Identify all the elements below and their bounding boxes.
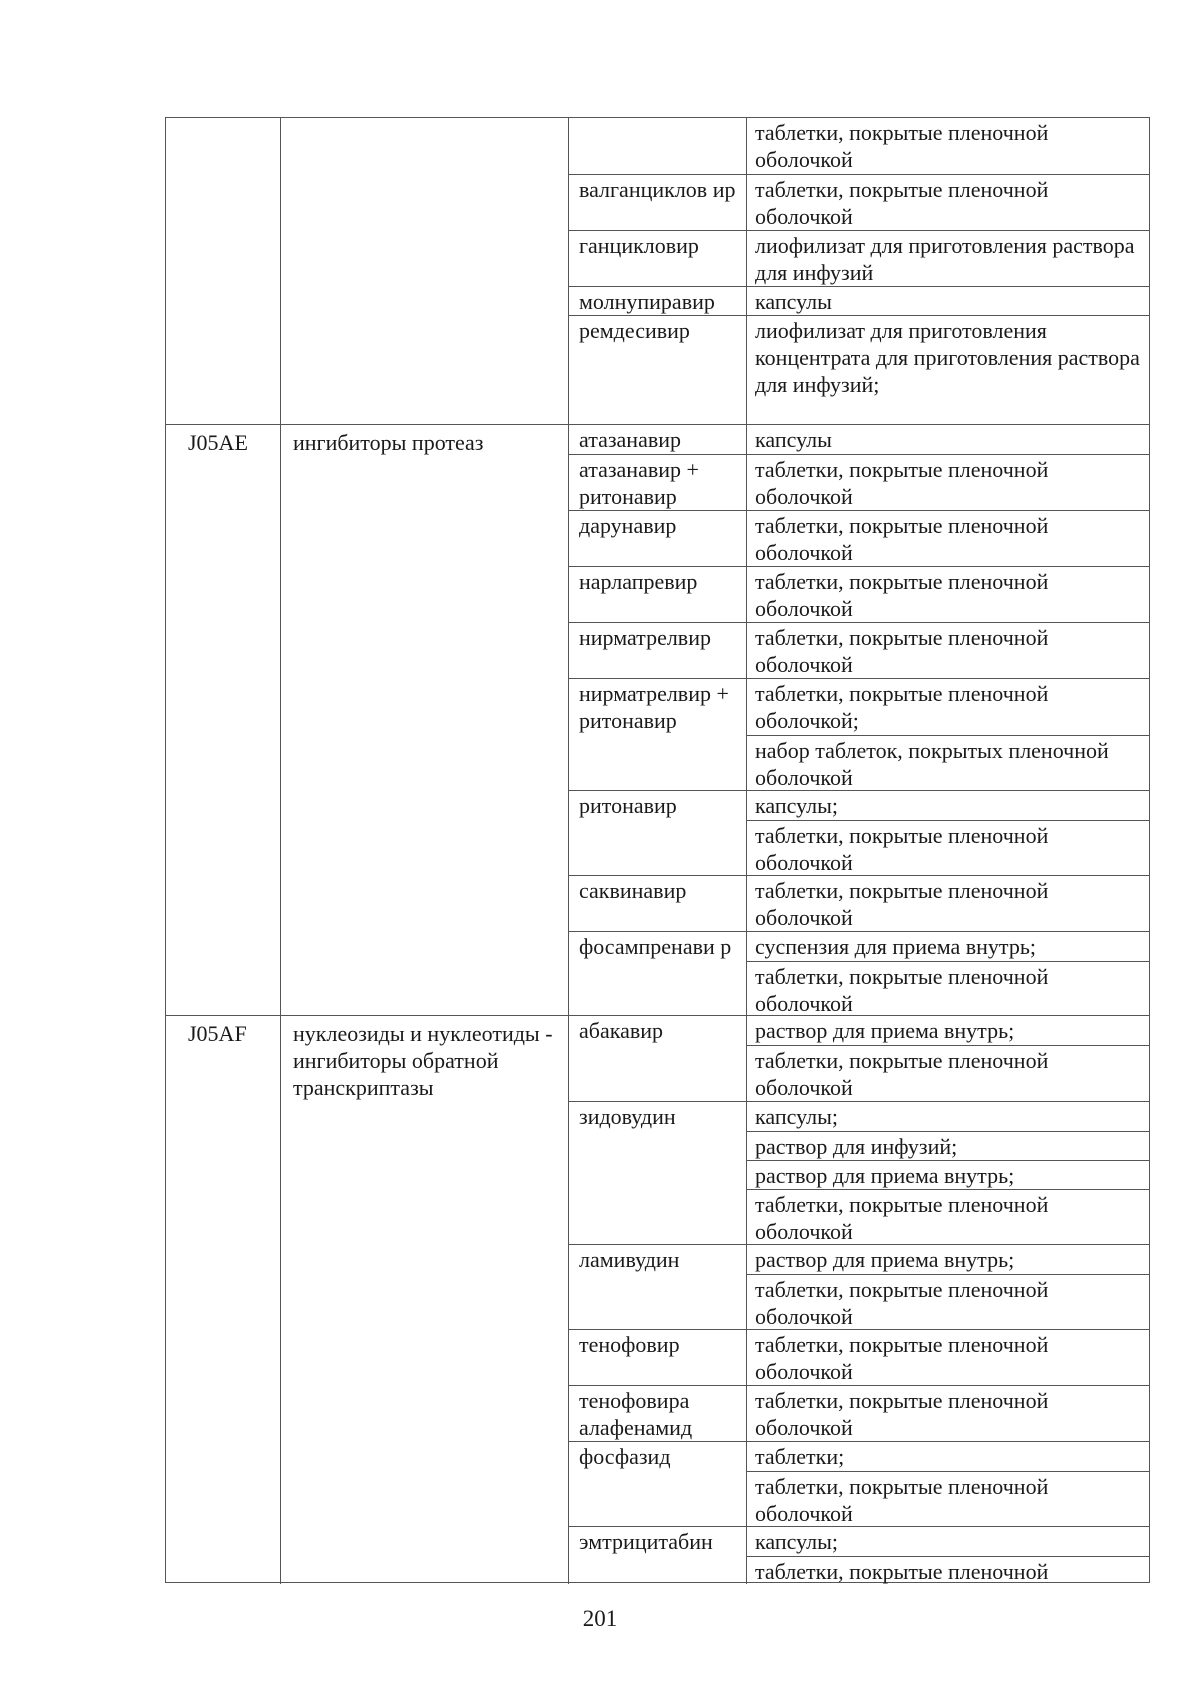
drug-row [568, 230, 1149, 286]
atc-group-name [280, 118, 568, 425]
atc-group-name: нуклеозиды и нуклеотиды - ингибиторы обратной транскриптазы [280, 1016, 568, 1584]
atc-code: J05AE [188, 430, 248, 455]
dosage-form: таблетки, покрытые пленочной оболочкой [747, 961, 1149, 1017]
drug-name: нирматрелвир + ритонавир [569, 679, 747, 790]
drug-name: ламивудин [569, 1245, 747, 1329]
drug-name: фосампренави р [569, 932, 747, 1016]
drug-name: эмтрицитабин [569, 1527, 747, 1584]
dosage-form: таблетки, покрытые пленочной оболочкой [747, 820, 1149, 876]
drug-row [568, 286, 1149, 315]
drug-name: ганцикловир [569, 231, 747, 286]
dosage-form: таблетки, покрытые пленочной оболочкой [755, 878, 1049, 930]
dosage-form: таблетки, покрытые пленочной оболочкой [755, 513, 1049, 565]
drug-name: молнупиравир [569, 287, 747, 315]
drug-name: тенофовира алафенамид [569, 1386, 747, 1441]
drug-name: ремдесивир [569, 316, 747, 425]
drug-row [568, 425, 1149, 454]
dosage-form: таблетки, покрытые пленочной [747, 1556, 1149, 1585]
dosage-form: раствор для приема внутрь; [755, 1018, 1015, 1043]
drug-name: валганциклов ир [569, 175, 747, 230]
dosage-form: таблетки, покрытые пленочной оболочкой [747, 1045, 1149, 1101]
dosage-form: таблетки; [755, 1444, 845, 1469]
dosage-form: лиофилизат для приготовления концентрата для приготовления раствора для инфузий; [755, 318, 1140, 397]
dosage-form: таблетки, покрытые пленочной оболочкой [755, 177, 1049, 229]
dosage-form: таблетки, покрытые пленочной оболочкой [755, 1332, 1049, 1384]
drug-name: нарлапревир [569, 567, 747, 622]
page-number: 201 [582, 1606, 618, 1631]
drug-row [568, 622, 1149, 678]
dosage-form: таблетки, покрытые пленочной оболочкой [755, 569, 1049, 621]
drug-name: тенофовир [569, 1330, 747, 1385]
dosage-form: раствор для инфузий; [747, 1131, 1149, 1160]
dosage-form: капсулы; [755, 1104, 838, 1129]
drug-name: дарунавир [569, 511, 747, 566]
drug-name: ритонавир [569, 791, 747, 875]
atc-group-j05af [165, 1015, 1150, 1583]
dosage-form: раствор для приема внутрь; [755, 1247, 1015, 1272]
drug-name: атазанавир + ритонавир [569, 455, 747, 510]
drug-row [568, 678, 1149, 790]
drug-row [568, 510, 1149, 566]
dosage-form: капсулы [755, 427, 832, 452]
dosage-form: капсулы; [755, 1529, 838, 1554]
dosage-form: таблетки, покрытые пленочной оболочкой [755, 457, 1049, 509]
dosage-form: набор таблеток, покрытых пленочной оболочкой [747, 735, 1149, 791]
drug-row [568, 931, 1149, 1016]
drug-row [568, 315, 1149, 425]
drug-name: абакавир [569, 1016, 747, 1101]
dosage-form: капсулы [755, 289, 832, 314]
drug-name: зидовудин [569, 1102, 747, 1244]
drug-name: саквинавир [569, 876, 747, 931]
atc-group-j05ae [165, 424, 1150, 1015]
drug-row [568, 1441, 1149, 1526]
dosage-form: раствор для приема внутрь; [747, 1160, 1149, 1189]
dosage-form: суспензия для приема внутрь; [755, 934, 1036, 959]
atc-group-name: ингибиторы протеаз [280, 425, 568, 1016]
drug-row [568, 566, 1149, 622]
drug-row [568, 1329, 1149, 1385]
drug-row [568, 1385, 1149, 1441]
drug-name: атазанавир [569, 425, 747, 454]
dosage-form: капсулы; [755, 793, 838, 818]
dosage-form: таблетки, покрытые пленочной оболочкой [755, 120, 1049, 172]
dosage-form: таблетки, покрытые пленочной оболочкой [755, 625, 1049, 677]
drug-row [568, 790, 1149, 875]
atc-code: J05AF [188, 1021, 247, 1046]
drug-name: фосфазид [569, 1442, 747, 1526]
atc-group-continued [165, 117, 1150, 424]
dosage-form: таблетки, покрытые пленочной оболочкой [747, 1189, 1149, 1245]
drug-name [569, 118, 747, 174]
dosage-form: таблетки, покрытые пленочной оболочкой [755, 1388, 1049, 1440]
atc-code [166, 118, 280, 425]
dosage-form: таблетки, покрытые пленочной оболочкой; [755, 681, 1049, 733]
drug-row [568, 118, 1149, 174]
dosage-form: таблетки, покрытые пленочной оболочкой [747, 1274, 1149, 1330]
drug-row [568, 1016, 1149, 1101]
drug-row [568, 1526, 1149, 1584]
dosage-form: лиофилизат для приготовления раствора для инфузий [755, 233, 1135, 285]
drug-row [568, 1244, 1149, 1329]
drug-row [568, 875, 1149, 931]
drug-row [568, 454, 1149, 510]
drug-row [568, 1101, 1149, 1244]
drug-row [568, 174, 1149, 230]
dosage-form: таблетки, покрытые пленочной оболочкой [747, 1471, 1149, 1527]
drug-name: нирматрелвир [569, 623, 747, 678]
